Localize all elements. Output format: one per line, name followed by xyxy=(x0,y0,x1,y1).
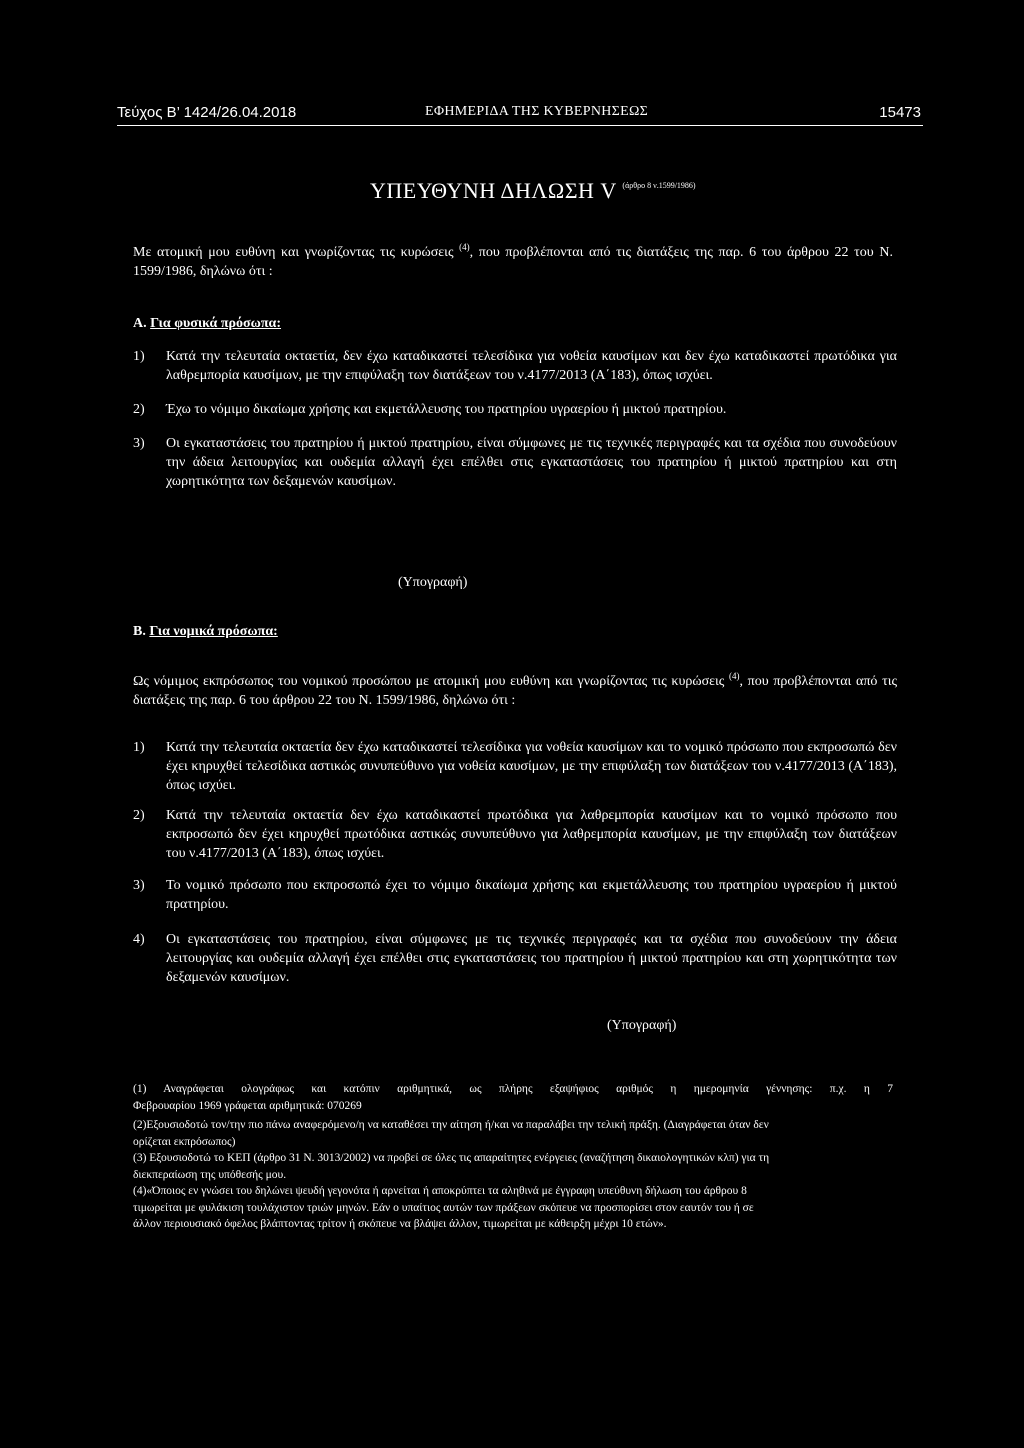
document-title xyxy=(370,178,696,204)
gazette-name: ΕΦΗΜΕΡΙΔΑ ΤΗΣ ΚΥΒΕΡΝΗΣΕΩΣ xyxy=(425,104,649,119)
footnote-1: (1) Αναγράφεται ολογράφως και κατόπιν αριθμητικά, ως πλήρης εξαψήφιος αριθμός η ημερομηνία γέννησης: π.χ. η 7 Φεβρουαρίου 1969 γράφεται αριθμητικά: 070269 xyxy=(133,1083,893,1112)
section-a-signature: (Υπογραφή) xyxy=(398,575,468,590)
footnote-4: (4)«Όποιος εν γνώσει του δηλώνει ψευδή γεγονότα ή αρνείται ή αποκρύπτει τα αληθινά με έγγραφη υπεύθυνη δήλωση του άρθρου 8 τιμωρείται με φυλάκιση τουλάχιστον τριών μηνών. Εάν ο υπαίτιος αυτών των πράξεων σκόπευε να προσπορίσει στον εαυτόν του ή σε άλλον περιουσιακό όφελος βλάπτοντας τρίτον ή σκόπευε να βλάψει άλλον, τιμωρείται με κάθειρξη μέχρι 10 ετών». xyxy=(133,1185,754,1230)
page-number: 15473 xyxy=(879,104,921,121)
section-b-letter: Β. xyxy=(133,624,146,639)
section-b-item-4: 4) Οι εγκαταστάσεις του πρατηρίου, είναι σύμφωνες με τις τεχνικές περιγραφές και τα σχέδια που συνοδεύουν την άδεια λειτουργίας και ουδεμία αλλαγή έχει επέλθει στις εγκαταστάσεις του πρατηρίου ή μικτού πρατηρίου και στη χωρητικότητα των δεξαμενών καυσίμων. xyxy=(133,932,897,985)
section-b-item-3: 3) Το νομικό πρόσωπο που εκπροσωπώ έχει το νόμιμο δικαίωμα χρήσης και εκμετάλλευσης του πρατηρίου υγραερίου ή μικτού πρατηρίου. xyxy=(133,878,897,912)
issue-label: Τεύχος Β’ 1424/26.04.2018 xyxy=(117,104,297,121)
section-b-intro: Ως νόμιμος εκπρόσωπος του νομικού προσώπου με ατομική μου ευθύνη και γνωρίζοντας τις κυρώσεις $^{(4)}$, που προβλέπονται από τις διατάξεις της παρ. 6 του άρθρου 22 του Ν. 1599/1986, δηλώνω ότι : xyxy=(133,671,898,708)
header-divider xyxy=(117,125,923,126)
section-a-heading xyxy=(133,316,281,332)
section-b-signature: (Υπογραφή) xyxy=(607,1018,677,1033)
section-a-item-2: 2) Έχω το νόμιμο δικαίωμα χρήσης και εκμετάλλευσης του πρατηρίου υγραερίου ή μικτού πρατηρίου. xyxy=(133,402,727,417)
section-b-title: Για νομικά πρόσωπα: xyxy=(149,624,278,639)
title-main: ΥΠΕΥΘΥΝΗ ΔΗΛΩΣΗ V xyxy=(370,178,617,203)
section-a-letter: Α. xyxy=(133,316,147,331)
section-b-footnote-ref: (4) xyxy=(729,671,740,681)
section-a-title: Για φυσικά πρόσωπα: xyxy=(150,316,282,331)
section-b-heading xyxy=(133,624,278,640)
section-a-item-3: 3) Οι εγκαταστάσεις του πρατηρίου ή μικτού πρατηρίου, είναι σύμφωνες με τις τεχνικές περιγραφές και τα σχέδια που συνοδεύουν την άδεια λειτουργίας και ουδεμία αλλαγή έχει επέλθει στις εγκαταστάσεις του πρατηρίου ή μικτού πρατηρίου και στη χωρητικότητα των δεξαμενών καυσίμων. xyxy=(133,436,897,489)
title-reference: (άρθρο 8 ν.1599/1986) xyxy=(622,181,696,190)
footnote-3: (3) Εξουσιοδοτώ το ΚΕΠ (άρθρο 31 Ν. 3013/2002) να προβεί σε όλες τις απαραίτητες ενέργειες (αναζήτηση δικαιολογητικών κλπ) για τη διεκπεραίωση της υπόθεσής μου. xyxy=(133,1152,770,1181)
section-b-item-1: 1) Κατά την τελευταία οκταετία δεν έχω καταδικαστεί τελεσίδικα για νοθεία καυσίμων και το νομικό πρόσωπο που εκπροσωπώ δεν έχει κηρυχθεί τελεσίδικα αστικώς συνυπεύθυνο για νοθεία καυσίμων, με την επιφύλαξη των διατάξεων του ν.4177/2013 (Α΄183), όπως ισχύει. xyxy=(133,740,897,793)
intro-paragraph: Με ατομική μου ευθύνη και γνωρίζοντας τις κυρώσεις $^{(4)}$, που προβλέπονται από τις διατάξεις της παρ. 6 του άρθρου 22 του Ν. 1599/1986, δηλώνω ότι : xyxy=(133,242,893,279)
section-a-item-1: 1) Κατά την τελευταία οκταετία, δεν έχω καταδικαστεί τελεσίδικα για νοθεία καυσίμων και δεν έχω καταδικαστεί πρωτόδικα για λαθρεμπορία καυσίμων, με την επιφύλαξη των διατάξεων του ν.4177/2013 (Α΄183), όπως ισχύει. xyxy=(133,349,897,383)
footnote-2: (2)Εξουσιοδοτώ τον/την πιο πάνω αναφερόμενο/η να καταθέσει την αίτηση ή/και να παραλάβει την τελική πράξη. (Διαγράφεται όταν δεν ορίζεται εκπρόσωπος) xyxy=(133,1119,769,1148)
intro-footnote-ref: (4) xyxy=(459,242,470,252)
section-b-item-2: 2) Κατά την τελευταία οκταετία δεν έχω καταδικαστεί πρωτόδικα για λαθρεμπορία καυσίμων και το νομικό πρόσωπο που εκπροσωπώ δεν έχει κηρυχθεί πρωτόδικα αστικώς συνυπεύθυνο για λαθρεμπορία καυσίμων, με την επιφύλαξη των διατάξεων του ν.4177/2013 (Α΄183), όπως ισχύει. xyxy=(133,808,897,861)
